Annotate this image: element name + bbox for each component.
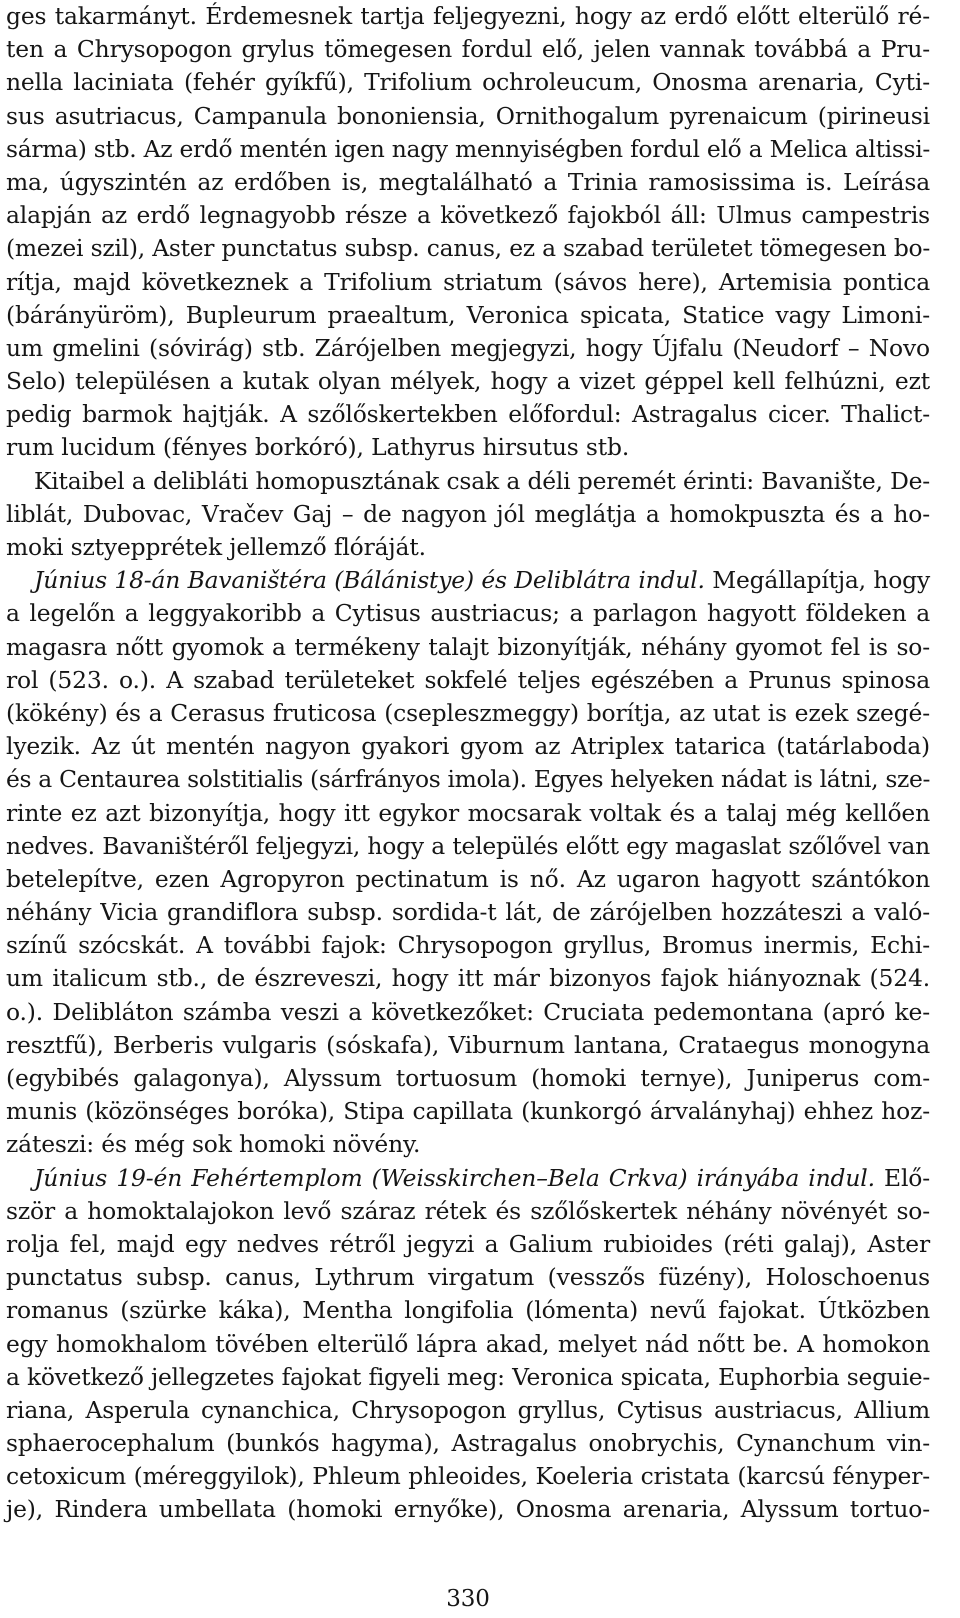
text-line: punctatus subsp. canus, Lythrum virgatum (vesszős füzény), Holoschoenus	[6, 1263, 930, 1292]
text-line: je), Rindera umbellata (homoki ernyőke), Onosma arenaria, Alyssum tortuo-	[6, 1495, 930, 1524]
text-line: és a Centaurea solstitialis (sárfrányos imola). Egyes helyeken nádat is látni, sze-	[6, 765, 930, 794]
text-line: um gmelini (sóvirág) stb. Zárójelben megjegyzi, hogy Újfalu (Neudorf – Novo	[6, 333, 930, 362]
text-line	[6, 465, 930, 498]
text-line: sphaerocephalum (bunkós hagyma), Astragalus onobrychis, Cynanchum vin-	[6, 1429, 930, 1458]
text-line: sárma) stb. Az erdő mentén igen nagy mennyiségben fordul elő a Melica altissi-	[6, 134, 930, 163]
text-line: um italicum stb., de észreveszi, hogy itt már bizonyos fajok hiányoznak (524.	[6, 964, 930, 993]
text-line: a következő jellegzetes fajokat figyeli meg: Veronica spicata, Euphorbia seguie-	[6, 1362, 930, 1391]
text-line: (mezei szil), Aster punctatus subsp. canus, ez a szabad területet tömegesen bo-	[6, 234, 930, 263]
text-line: rolja fel, majd egy nedves rétről jegyzi a Galium rubioides (réti galaj), Aster	[6, 1229, 930, 1258]
text-line: ten a Chrysopogon grylus tömegesen fordul elő, jelen vannak továbbá a Pru-	[6, 35, 930, 64]
text-line: (kökény) és a Cerasus fruticosa (csepleszmeggy) borítja, az utat is ezek szegé-	[6, 698, 930, 727]
text-line: betelepítve, ezen Agropyron pectinatum is nő. Az ugaron hagyott szántókon	[6, 864, 930, 893]
text-line	[6, 1162, 930, 1195]
paragraph	[6, 1162, 930, 1527]
text-line: a legelőn a leggyakoribb a Cytisus austriacus; a parlagon hagyott földeken a	[6, 599, 930, 628]
text-line: rinte ez azt bizonyítja, hogy itt egykor mocsarak voltak és a talaj még kellően	[6, 798, 930, 827]
text-line: néhány Vicia grandiflora subsp. sordida-t lát, de zárójelben hozzáteszi a való-	[6, 898, 930, 927]
document-page	[6, 0, 930, 1618]
text-line: ször a homoktalajokon levő száraz rétek és szőlőskertek néhány növényét so-	[6, 1196, 930, 1225]
text-line	[6, 564, 930, 597]
text-line: sus asutriacus, Campanula bononiensia, Ornithogalum pyrenaicum (pirineusi	[6, 101, 930, 130]
text-line: rum lucidum (fényes borkóró), Lathyrus hirsutus stb.	[6, 433, 630, 462]
text-line: záteszi: és még sok homoki növény.	[6, 1130, 421, 1159]
text-line: munis (közönséges boróka), Stipa capillata (kunkorgó árvalányhaj) ehhez hoz-	[6, 1097, 930, 1126]
text-line: alapján az erdő legnagyobb része a következő fajokból áll: Ulmus campestris	[6, 201, 930, 230]
body-text	[6, 0, 930, 1527]
text-line: moki sztyepprétek jellemző flóráját.	[6, 533, 426, 561]
italic-lead: Június 18-án Bavaništéra (Bálánistye) és Deliblátra indul.	[34, 566, 705, 595]
paragraph	[6, 564, 930, 1161]
page-number: 330	[446, 1586, 490, 1612]
paragraph	[6, 465, 930, 565]
text-line: ma, úgyszintén az erdőben is, megtalálható a Trinia ramosissima is. Leírása	[6, 167, 930, 196]
text-line: liblát, Dubovac, Vračev Gaj – de nagyon jól meglátja a homokpuszta és a ho-	[6, 499, 930, 528]
text-line: egy homokhalom tövében elterülő lápra akad, melyet nád nőtt be. A homokon	[6, 1329, 930, 1358]
text-line: nella laciniata (fehér gyíkfű), Trifolium ochroleucum, Onosma arenaria, Cyti-	[6, 68, 930, 97]
text-line: cetoxicum (méreggyilok), Phleum phleoides, Koeleria cristata (karcsú fényper-	[6, 1462, 930, 1491]
text-line: riana, Asperula cynanchica, Chrysopogon gryllus, Cytisus austriacus, Allium	[6, 1395, 930, 1424]
text-line: Selo) településen a kutak olyan mélyek, hogy a vizet géppel kell felhúzni, ezt	[6, 367, 930, 396]
text-line: lyezik. Az út mentén nagyon gyakori gyom az Atriplex tatarica (tatárlaboda)	[6, 732, 930, 761]
text-line: o.). Delibláton számba veszi a következőket: Cruciata pedemontana (apró ke-	[6, 997, 930, 1026]
text-line-content: Megállapítja, hogy	[704, 566, 930, 595]
text-line: színű szócskát. A további fajok: Chrysopogon gryllus, Bromus inermis, Echi-	[6, 931, 930, 960]
text-line: magasra nőtt gyomok a termékeny talajt bizonyítják, néhány gyomot fel is so-	[6, 632, 930, 661]
text-line: rítja, majd következnek a Trifolium striatum (sávos here), Artemisia pontica	[6, 267, 930, 296]
text-line: romanus (szürke káka), Mentha longifolia (lómenta) nevű fajokat. Útközben	[6, 1296, 930, 1325]
text-line: pedig barmok hajtják. A szőlőskertekben előfordul: Astragalus cicer. Thalict-	[6, 400, 930, 429]
paragraph	[6, 0, 930, 465]
text-line: ges takarmányt. Érdemesnek tartja feljegyezni, hogy az erdő előtt elterülő ré-	[6, 2, 930, 30]
text-line: nedves. Bavaništéről feljegyzi, hogy a település előtt egy magaslat szőlővel van	[6, 831, 930, 860]
text-line-content: Elő-	[874, 1163, 930, 1192]
text-line: resztfű), Berberis vulgaris (sóskafa), Viburnum lantana, Crataegus monogyna	[6, 1030, 930, 1059]
text-line: (bárányüröm), Bupleurum praealtum, Veronica spicata, Statice vagy Limoni-	[6, 300, 930, 329]
text-line-content: Kitaibel a delibláti homopusztának csak a déli peremét érinti: Bavanište, De-	[34, 466, 930, 495]
text-line: (egybibés galagonya), Alyssum tortuosum (homoki ternye), Juniperus com-	[6, 1064, 930, 1092]
text-line: rol (523. o.). A szabad területeket sokfelé teljes egészében a Prunus spinosa	[6, 665, 930, 694]
italic-lead: Június 19-én Fehértemplom (Weisskirchen–Bela Crkva) irányába indul.	[34, 1163, 875, 1192]
